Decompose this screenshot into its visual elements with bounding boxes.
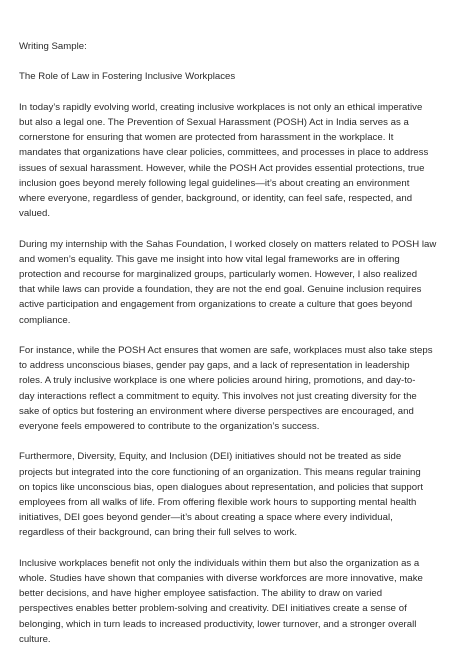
paragraph-line: For instance, while the POSH Act ensures that women are safe, workplaces must also take steps xyxy=(19,345,433,356)
paragraph-line: protection and recourse for marginalized groups, particularly women. However, I also realized xyxy=(19,269,418,280)
paragraph-line: sake of optics but fostering an environment where diverse perspectives are encouraged, and xyxy=(19,405,414,417)
paragraph-line: but also a legal one. The Prevention of Sexual Harassment (POSH) Act in India serves as a xyxy=(19,116,409,128)
paragraph-line: valued. xyxy=(19,208,51,220)
paragraph-line: active participation and engagement from organizations to create a culture that goes beyond xyxy=(19,299,413,311)
paragraph-list xyxy=(19,100,459,647)
spacer xyxy=(19,54,459,69)
spacer xyxy=(19,85,459,100)
spacer xyxy=(19,541,459,556)
paragraph-line: cornerstone for ensuring that women are protected from harassment in the workplace. It xyxy=(19,132,394,144)
paragraph-line: that while laws can provide a foundation, they are not the end goal. Genuine inclusion requires xyxy=(19,284,422,296)
spacer xyxy=(19,434,459,449)
paragraph-line: employees from all walks of life. From offering flexible work hours to supporting mental health xyxy=(19,497,417,509)
paragraph-line: day interactions reflect a commitment to equity. This involves not just creating diversity for the xyxy=(19,390,417,402)
paragraph-line: perspectives enables better problem-solving and creativity. DEI initiatives create a sense of xyxy=(19,603,407,615)
paragraph-line: inclusion goes beyond merely following legal guidelines—it’s about creating an environment xyxy=(19,177,410,189)
paragraph xyxy=(19,449,459,540)
paragraph-line: issues of sexual harassment. However, while the POSH Act provides essential protections, true xyxy=(19,162,425,174)
paragraph-line: whole. Studies have shown that companies with diverse workforces are more innovative, make xyxy=(19,573,423,585)
paragraph-line: During my internship with the Sahas Foundation, I worked closely on matters related to POSH law xyxy=(19,238,437,250)
paragraph-line: roles. A truly inclusive workplace is one where policies around hiring, promotions, and day-to- xyxy=(19,375,416,387)
document-body xyxy=(19,39,459,647)
paragraph-line: mandates that organizations have clear policies, committees, and processes in place to address xyxy=(19,147,429,159)
paragraph-line: on topics like unconscious bias, open dialogues about representation, and policies that support xyxy=(19,481,424,493)
paragraph-line: initiatives, DEI goes beyond gender—it’s about creating a space where every individual, xyxy=(19,512,393,524)
paragraph-line: In today’s rapidly evolving world, creating inclusive workplaces is not only an ethical imperative xyxy=(19,101,423,113)
paragraph xyxy=(19,100,459,222)
paragraph-line: better decisions, and have higher employee satisfaction. The ability to draw on varied xyxy=(19,588,383,600)
paragraph-line: regardless of their background, can bring their full selves to work. xyxy=(19,527,298,539)
spacer xyxy=(19,328,459,343)
paragraph-line: everyone feels empowered to contribute to the organization’s success. xyxy=(19,421,320,433)
document-label: Writing Sample: xyxy=(19,41,87,52)
paragraph-line: where everyone, regardless of gender, background, or identity, can feel safe, respected, and xyxy=(19,193,413,204)
paragraph-line: to address unconscious biases, gender pay gaps, and a lack of representation in leadership xyxy=(19,360,410,372)
paragraph-line: compliance. xyxy=(19,314,71,326)
paragraph-line: culture. xyxy=(19,633,51,645)
paragraph-line: projects but integrated into the core functioning of an organization. This means regular training xyxy=(19,466,421,478)
paragraph-line: belonging, which in turn leads to increased productivity, lower turnover, and a stronger overall xyxy=(19,618,417,630)
spacer xyxy=(19,221,459,236)
paragraph xyxy=(19,237,459,328)
paragraph xyxy=(19,343,459,434)
paragraph-line: and women’s equality. This gave me insight into how vital legal frameworks are in offering xyxy=(19,253,400,265)
paragraph xyxy=(19,556,459,647)
paragraph-line: Furthermore, Diversity, Equity, and Inclusion (DEI) initiatives should not be treated as side xyxy=(19,451,402,463)
paragraph-line: Inclusive workplaces benefit not only the individuals within them but also the organization as a xyxy=(19,557,420,569)
document-title: The Role of Law in Fostering Inclusive Workplaces xyxy=(19,71,236,83)
